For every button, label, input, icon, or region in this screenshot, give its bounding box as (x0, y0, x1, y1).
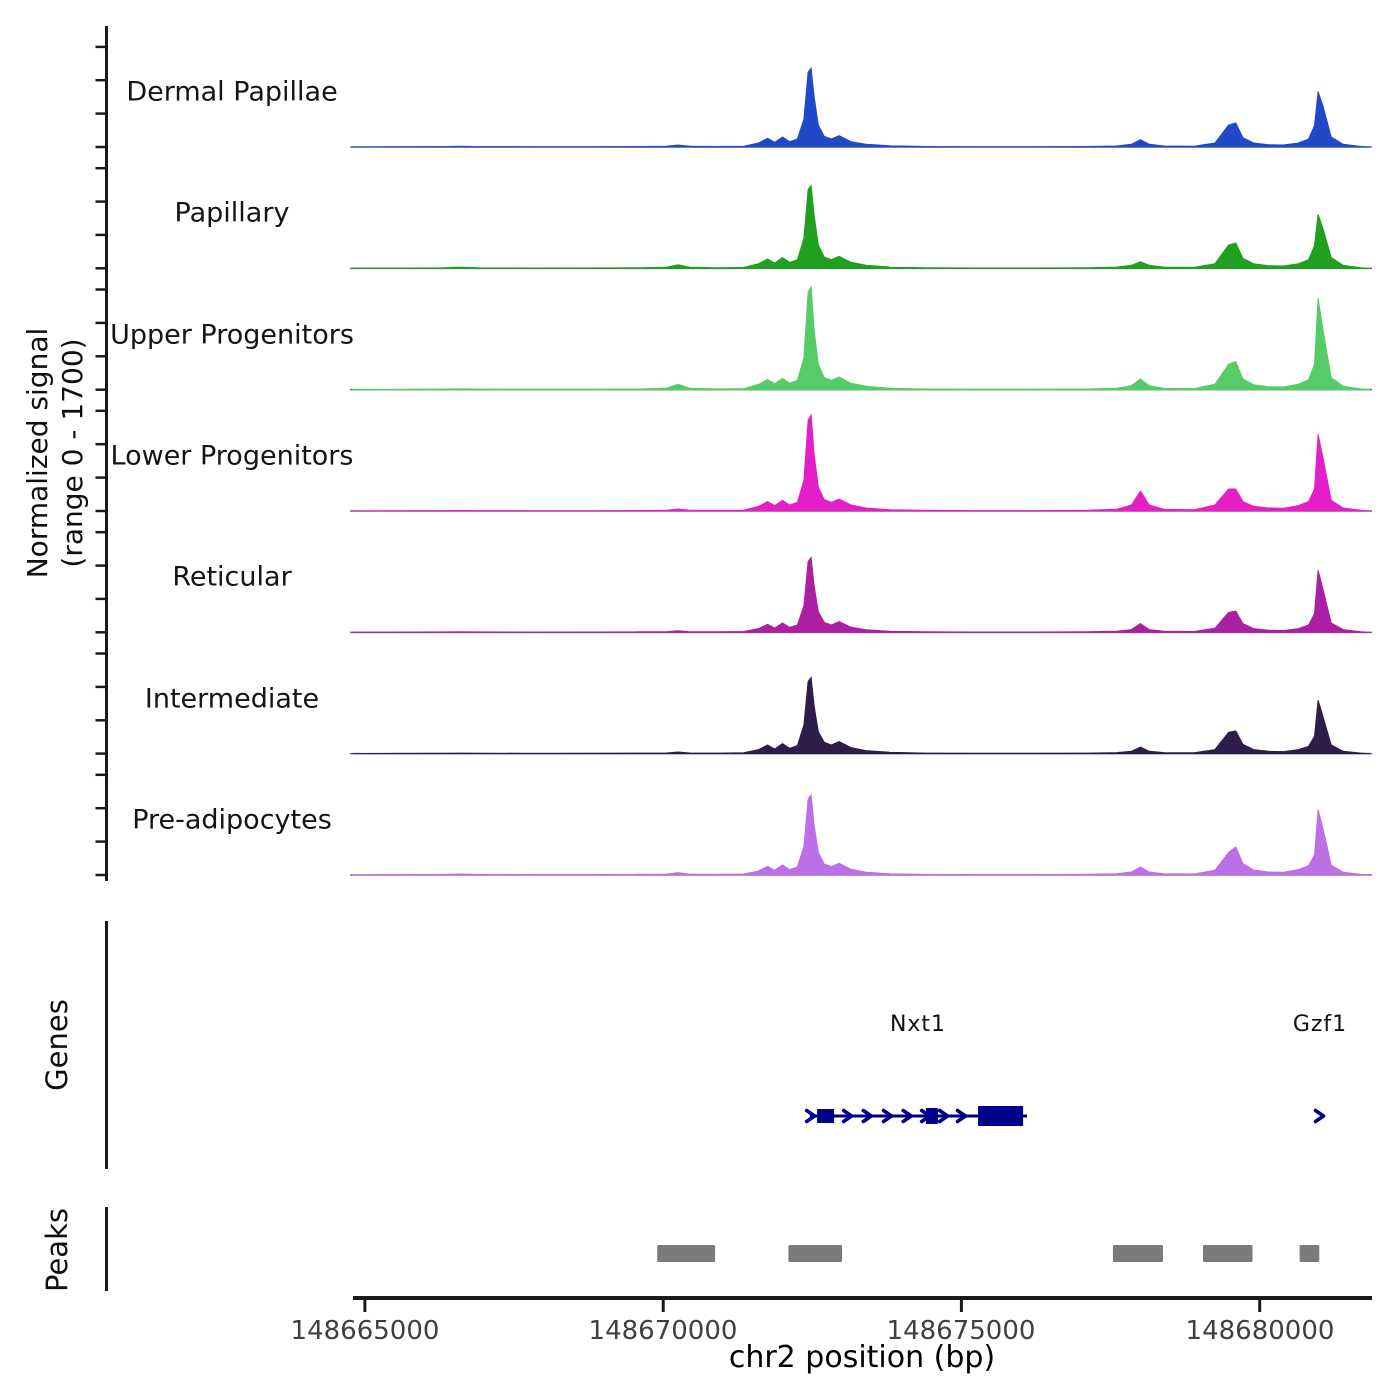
gene-exon-nxt1 (978, 1106, 1023, 1126)
track-label-papillary: Papillary (174, 197, 290, 229)
x-tick-label: 148665000 (290, 1316, 440, 1346)
peak-region (788, 1245, 842, 1262)
peak-region (657, 1245, 715, 1262)
x-tick-label: 148680000 (1185, 1316, 1335, 1346)
x-axis-label: chr2 position (bp) (728, 1340, 996, 1375)
signal-area-dermal-papillae (353, 68, 1370, 147)
genes-section-label: Genes (40, 999, 74, 1091)
peak-region (1300, 1245, 1320, 1262)
y-axis-label-line1: Normalized signal (21, 327, 54, 579)
x-tick-label: 148670000 (588, 1316, 738, 1346)
track-label-dermal-papillae: Dermal Papillae (126, 76, 338, 108)
gene-name-nxt1: Nxt1 (889, 1012, 947, 1037)
signal-area-upper-progenitors (353, 287, 1370, 390)
peaks-section-label: Peaks (40, 1208, 74, 1292)
signal-area-pre-adipocytes (353, 795, 1370, 875)
track-label-intermediate: Intermediate (144, 683, 320, 715)
track-label-lower-progenitors: Lower Progenitors (110, 440, 354, 472)
track-label-upper-progenitors: Upper Progenitors (110, 319, 354, 351)
peak-region (1203, 1245, 1253, 1262)
signal-area-papillary (353, 186, 1370, 269)
gene-exon-nxt1 (817, 1109, 834, 1123)
peak-region (1113, 1245, 1163, 1262)
strand-arrow-gzf1 (1316, 1111, 1324, 1122)
signal-area-lower-progenitors (353, 415, 1370, 511)
y-axis-label-line2: (range 0 - 1700) (56, 338, 89, 568)
y-axis-label (20, 328, 90, 579)
signal-area-reticular (353, 558, 1370, 633)
track-label-reticular: Reticular (172, 561, 292, 593)
gene-name-gzf1: Gzf1 (1292, 1012, 1348, 1037)
track-label-pre-adipocytes: Pre-adipocytes (132, 804, 332, 836)
x-tick-label: 148675000 (886, 1316, 1036, 1346)
signal-area-intermediate (353, 678, 1370, 754)
